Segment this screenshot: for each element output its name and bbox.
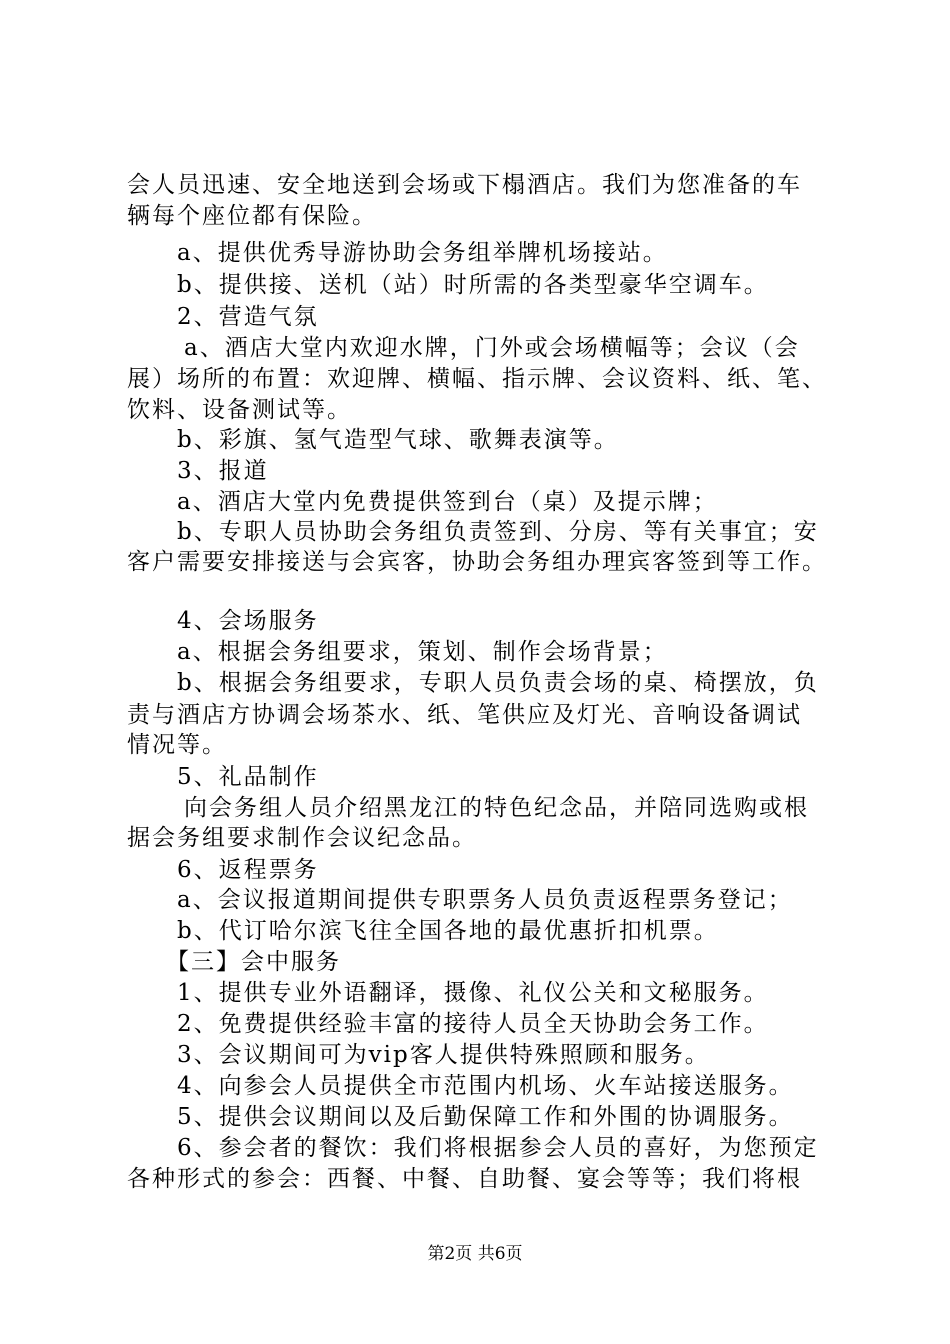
text-line: 4、会场服务 xyxy=(177,608,319,634)
text-line: a、酒店大堂内免费提供签到台（桌）及提示牌； xyxy=(177,489,718,515)
text-line: 据会务组要求制作会议纪念品。 xyxy=(127,825,477,851)
text-line: 3、会议期间可为vip客人提供特殊照顾和服务。 xyxy=(177,1042,710,1068)
text-line: 4、向参会人员提供全市范围内机场、火车站接送服务。 xyxy=(177,1073,794,1099)
text-line: a、提供优秀导游协助会务组举牌机场接站。 xyxy=(177,240,668,266)
text-line: 会人员迅速、安全地送到会场或下榻酒店。我们为您准备的车 xyxy=(127,172,802,198)
text-line: 饮料、设备测试等。 xyxy=(127,397,352,423)
text-line: 3、报道 xyxy=(177,458,269,484)
text-line: a、会议报道期间提供专职票务人员负责返程票务登记； xyxy=(177,887,793,913)
text-line: 各种形式的参会：西餐、中餐、自助餐、宴会等等；我们将根 xyxy=(127,1166,802,1192)
text-line: b、提供接、送机（站）时所需的各类型豪华空调车。 xyxy=(177,272,769,298)
text-line: b、专职人员协助会务组负责签到、分房、等有关事宜；安 xyxy=(177,519,819,545)
text-line: 【三】会中服务 xyxy=(166,949,341,975)
text-line: a、根据会务组要求，策划、制作会场背景； xyxy=(177,639,668,665)
text-line: 辆每个座位都有保险。 xyxy=(127,203,377,229)
text-line: 展）场所的布置：欢迎牌、横幅、指示牌、会议资料、纸、笔、 xyxy=(127,366,827,392)
text-line: b、代订哈尔滨飞往全国各地的最优惠折扣机票。 xyxy=(177,918,719,944)
text-line: 6、参会者的餐饮：我们将根据参会人员的喜好，为您预定 xyxy=(177,1135,819,1161)
text-line: b、彩旗、氢气造型气球、歌舞表演等。 xyxy=(177,427,619,453)
text-line: a、酒店大堂内欢迎水牌，门外或会场横幅等；会议（会 xyxy=(184,335,800,361)
text-line: 向会务组人员介绍黑龙江的特色纪念品，并陪同选购或根 xyxy=(184,795,809,821)
text-line: 6、返程票务 xyxy=(177,857,319,883)
text-line: 1、提供专业外语翻译，摄像、礼仪公关和文秘服务。 xyxy=(177,980,769,1006)
text-line: 情况等。 xyxy=(127,732,227,758)
text-line: 5、提供会议期间以及后勤保障工作和外围的协调服务。 xyxy=(177,1104,794,1130)
text-line: 责与酒店方协调会场茶水、纸、笔供应及灯光、音响设备调试 xyxy=(127,702,802,728)
text-line: 2、免费提供经验丰富的接待人员全天协助会务工作。 xyxy=(177,1011,769,1037)
text-line: 5、礼品制作 xyxy=(177,764,319,790)
page-footer: 第2页 共6页 xyxy=(427,1244,523,1264)
text-line: b、根据会务组要求，专职人员负责会场的桌、椅摆放，负 xyxy=(177,670,819,696)
text-line: 客户需要安排接送与会宾客，协助会务组办理宾客签到等工作。 xyxy=(127,549,827,575)
text-line: 2、营造气氛 xyxy=(177,304,319,330)
